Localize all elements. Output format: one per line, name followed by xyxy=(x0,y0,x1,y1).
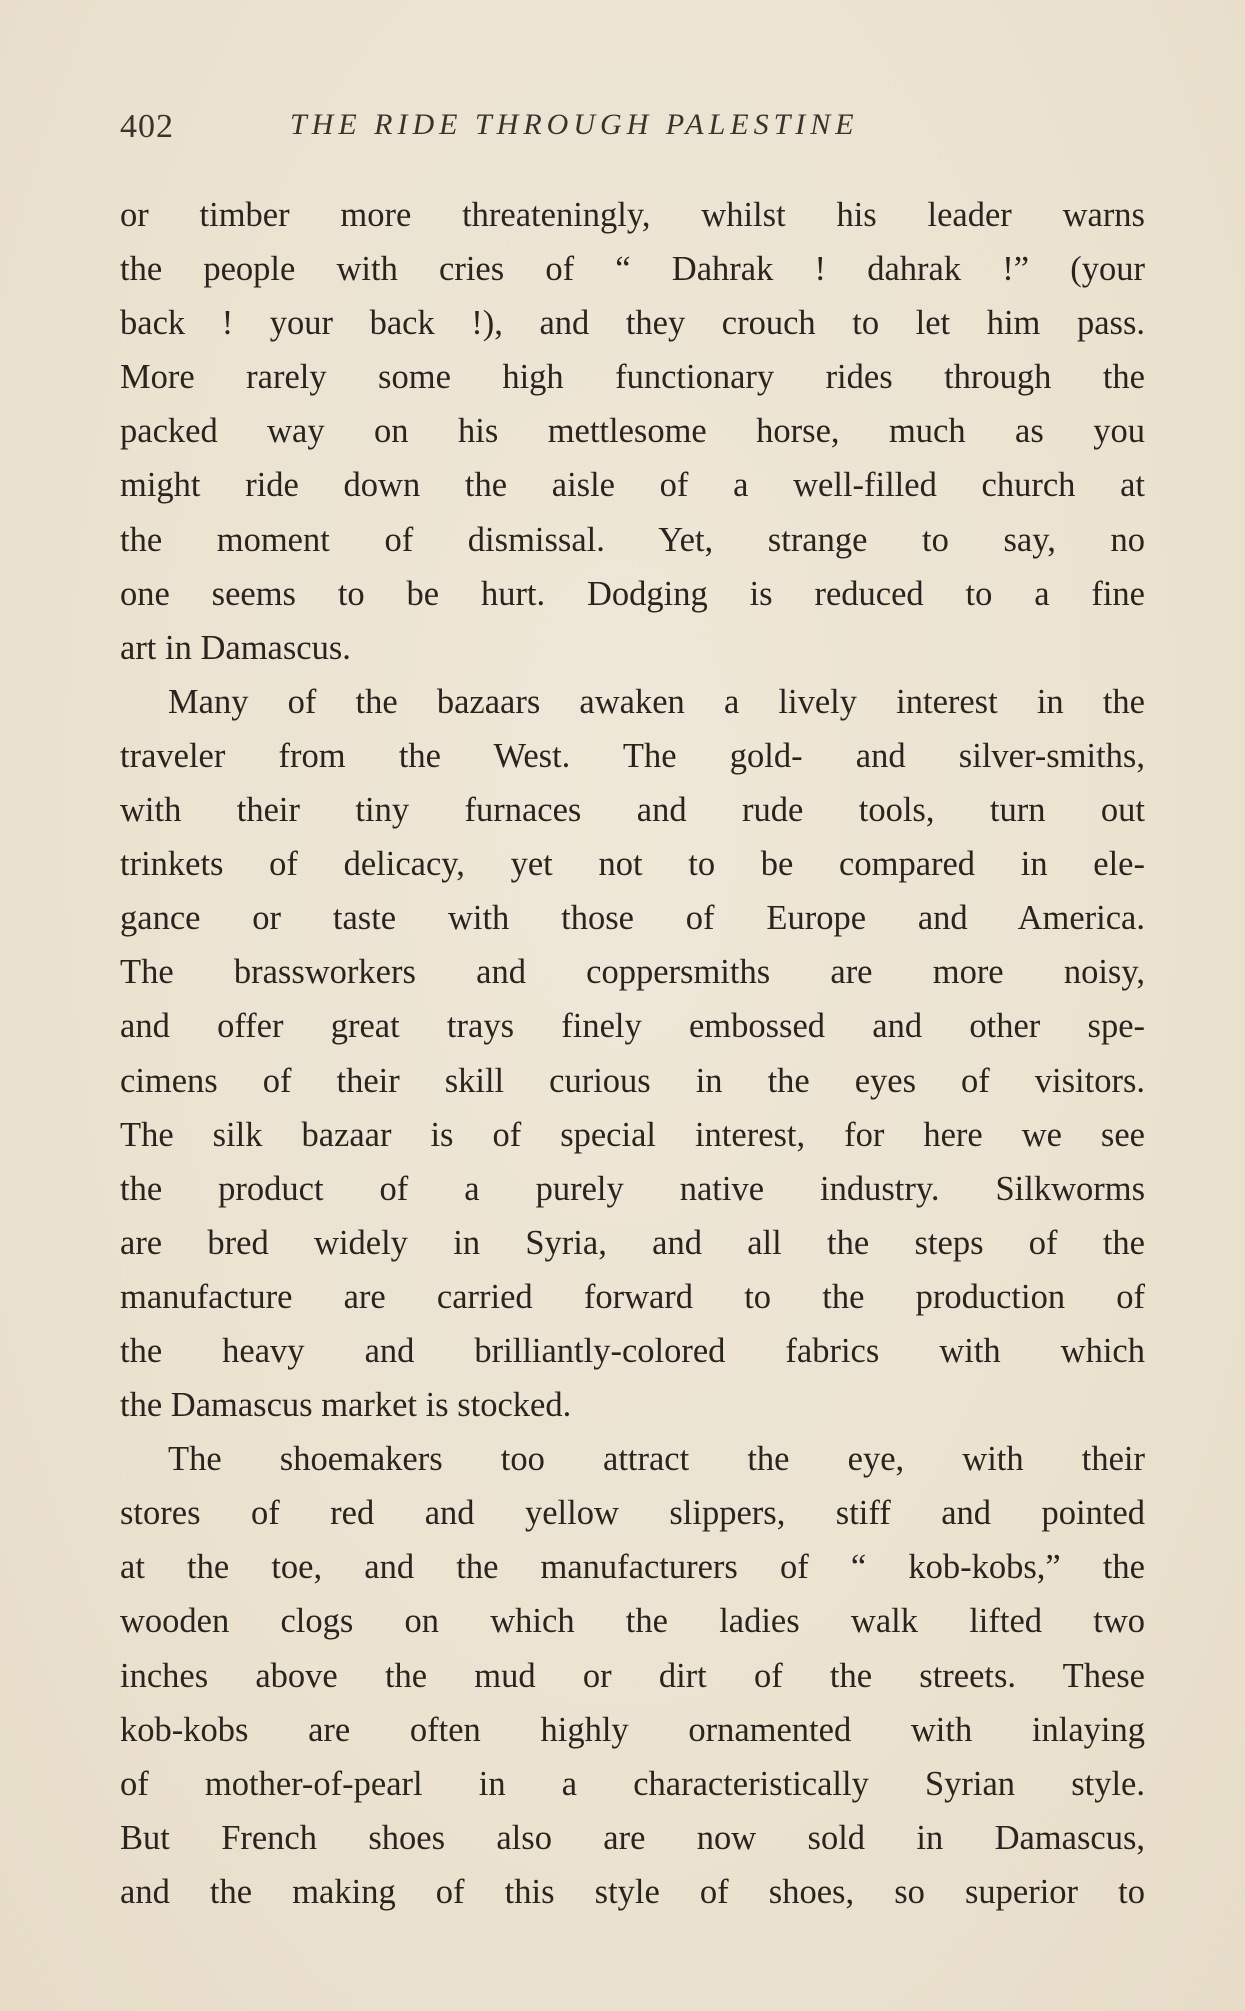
text-line: art in Damascus. xyxy=(120,628,351,667)
text-line: kob-kobs are often highly ornamented with inlaying xyxy=(120,1710,1145,1749)
text-line: inches above the mud or dirt of the streets. These xyxy=(120,1656,1145,1695)
text-line: are bred widely in Syria, and all the steps of the xyxy=(120,1223,1145,1262)
text-line: and the making of this style of shoes, so superior to xyxy=(120,1872,1145,1911)
text-line: packed way on his mettlesome horse, much as you xyxy=(120,412,1145,451)
text-line: More rarely some high functionary rides through the xyxy=(120,358,1145,397)
text-line: back ! your back !), and they crouch to let him pass. xyxy=(120,304,1145,343)
text-line: at the toe, and the manufacturers of “ kob-kobs,” the xyxy=(120,1548,1145,1587)
page-header xyxy=(120,108,1140,148)
text-line: one seems to be hurt. Dodging is reduced to a fine xyxy=(120,574,1145,613)
text-line: The silk bazaar is of special interest, for here we see xyxy=(120,1115,1145,1154)
text-line: stores of red and yellow slippers, stiff and pointed xyxy=(120,1494,1145,1533)
text-line: of mother-of-pearl in a characteristically Syrian style. xyxy=(120,1764,1145,1803)
text-line: cimens of their skill curious in the eyes of visitors. xyxy=(120,1061,1145,1100)
page-number: 402 xyxy=(120,108,174,145)
text-line: the moment of dismissal. Yet, strange to say, no xyxy=(120,520,1145,559)
text-line: the heavy and brilliantly-colored fabrics with which xyxy=(120,1331,1145,1370)
text-line: gance or taste with those of Europe and America. xyxy=(120,899,1145,938)
text-line: and offer great trays finely embossed and other spe- xyxy=(120,1007,1145,1046)
text-line: But French shoes also are now sold in Damascus, xyxy=(120,1818,1145,1857)
text-line: trinkets of delicacy, yet not to be compared in ele- xyxy=(120,845,1145,884)
running-title: THE RIDE THROUGH PALESTINE xyxy=(290,108,859,141)
body-text xyxy=(120,188,1145,1919)
text-line: the Damascus market is stocked. xyxy=(120,1386,572,1425)
text-line: The shoemakers too attract the eye, with their xyxy=(168,1440,1145,1479)
text-line: the product of a purely native industry. Silkworms xyxy=(120,1169,1145,1208)
text-line: or timber more threateningly, whilst his leader warns xyxy=(120,196,1145,234)
text-line: might ride down the aisle of a well-filled church at xyxy=(120,466,1145,505)
text-line: The brassworkers and coppersmiths are more noisy, xyxy=(120,953,1145,992)
text-line: the people with cries of “ Dahrak ! dahrak !” (your xyxy=(120,250,1145,289)
text-line: with their tiny furnaces and rude tools, turn out xyxy=(120,791,1145,830)
text-line: manufacture are carried forward to the production of xyxy=(120,1277,1145,1316)
text-line: wooden clogs on which the ladies walk lifted two xyxy=(120,1602,1145,1641)
text-line: traveler from the West. The gold- and silver-smiths, xyxy=(120,736,1145,775)
text-line: Many of the bazaars awaken a lively interest in the xyxy=(168,682,1145,721)
